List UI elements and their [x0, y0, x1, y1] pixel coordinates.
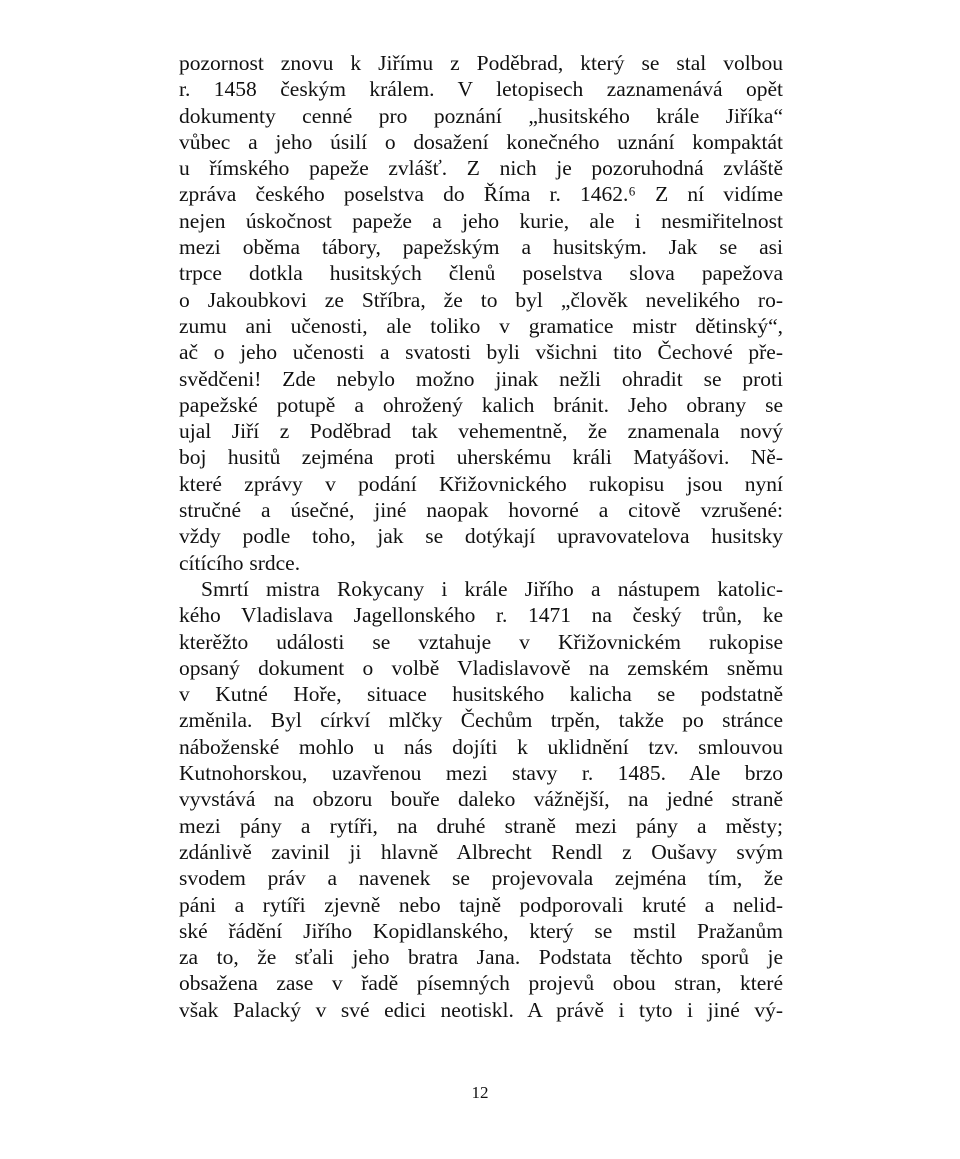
text-line: zpráva českého poselstva do Říma r. 1462.⁶ Z ní vidíme	[179, 182, 783, 207]
text-line: svodem práv a navenek se projevovala zejména tím, že	[179, 866, 783, 891]
text-line: vyvstává na obzoru bouře daleko vážnější, na jedné straně	[179, 787, 783, 812]
text-line: dokumenty cenné pro poznání „husitského krále Jiříka“	[179, 103, 783, 128]
text-line: kterěžto události se vztahuje v Křižovnickém rukopise	[179, 629, 783, 654]
text-line: v Kutné Hoře, situace husitského kalicha se podstatně	[179, 682, 783, 707]
text-line: mezi oběma tábory, papežským a husitským. Jak se asi	[179, 235, 783, 260]
text-line: u římského papeže zvlášť. Z nich je pozoruhodná zvláště	[179, 156, 783, 181]
text-line: které zprávy v podání Křižovnického rukopisu jsou nyní	[179, 471, 783, 496]
text-line: Kutnohorskou, uzavřenou mezi stavy r. 1485. Ale brzo	[179, 761, 783, 786]
text-line: náboženské mohlo u nás dojíti k uklidnění tzv. smlouvou	[179, 734, 783, 759]
text-line: změnila. Byl církví mlčky Čechům trpěn, takže po stránce	[179, 708, 783, 733]
text-line: opsaný dokument o volbě Vladislavově na zemském sněmu	[179, 655, 783, 680]
text-line: trpce dotkla husitských členů poselstva slova papežova	[179, 261, 783, 286]
text-line: svědčeni! Zde nebylo možno jinak nežli ohradit se proti	[179, 366, 783, 391]
paragraph-first-line: Smrtí mistra Rokycany i krále Jiřího a nástupem katolic-	[201, 576, 783, 601]
text-line: ujal Jiří z Poděbrad tak vehementně, že znamenala nový	[179, 419, 783, 444]
text-line: stručné a úsečné, jiné naopak hovorné a citově vzrušené:	[179, 498, 783, 523]
text-line: nejen úskočnost papeže a jeho kurie, ale i nesmiřitelnost	[179, 208, 783, 233]
text-line: papežské potupě a ohrožený kalich bránit. Jeho obrany se	[179, 392, 783, 417]
text-line: mezi pány a rytíři, na druhé straně mezi pány a městy;	[179, 813, 783, 838]
text-line: za to, že sťali jeho bratra Jana. Podstata těchto sporů je	[179, 945, 783, 970]
text-line: obsažena zase v řadě písemných projevů obou stran, které	[179, 971, 783, 996]
text-line: vůbec a jeho úsilí o dosažení konečného uznání kompaktát	[179, 129, 783, 154]
text-line: ské řádění Jiřího Kopidlanského, který se mstil Pražanům	[179, 918, 783, 943]
text-line: páni a rytíři zjevně nebo tajně podporovali kruté a nelid-	[179, 892, 783, 917]
text-line: zumu ani učenosti, ale toliko v gramatice mistr dětinský“,	[179, 313, 783, 338]
text-line: zdánlivě zavinil ji hlavně Albrecht Rendl z Oušavy svým	[179, 839, 783, 864]
paragraph-last-line: cítícího srdce.	[179, 550, 301, 575]
text-line: kého Vladislava Jagellonského r. 1471 na český trůn, ke	[179, 603, 783, 628]
text-line: pozornost znovu k Jiřímu z Poděbrad, který se stal volbou	[179, 51, 783, 75]
text-line: o Jakoubkovi ze Stříbra, že to byl „člověk nevelikého ro-	[179, 287, 783, 312]
body-text	[179, 50, 783, 1023]
page-number: 12	[471, 1083, 489, 1102]
text-line: r. 1458 českým králem. V letopisech zaznamenává opět	[179, 77, 783, 102]
text-line: ač o jeho učenosti a svatosti byli všichni tito Čechové pře-	[179, 340, 783, 365]
text-line: však Palacký v své edici neotiskl. A právě i tyto i jiné vý-	[179, 997, 783, 1022]
text-line: vždy podle toho, jak se dotýkají upravovatelova husitsky	[179, 524, 783, 549]
text-line: boj husitů zejména proti uherskému králi Matyášovi. Ně-	[179, 445, 783, 470]
